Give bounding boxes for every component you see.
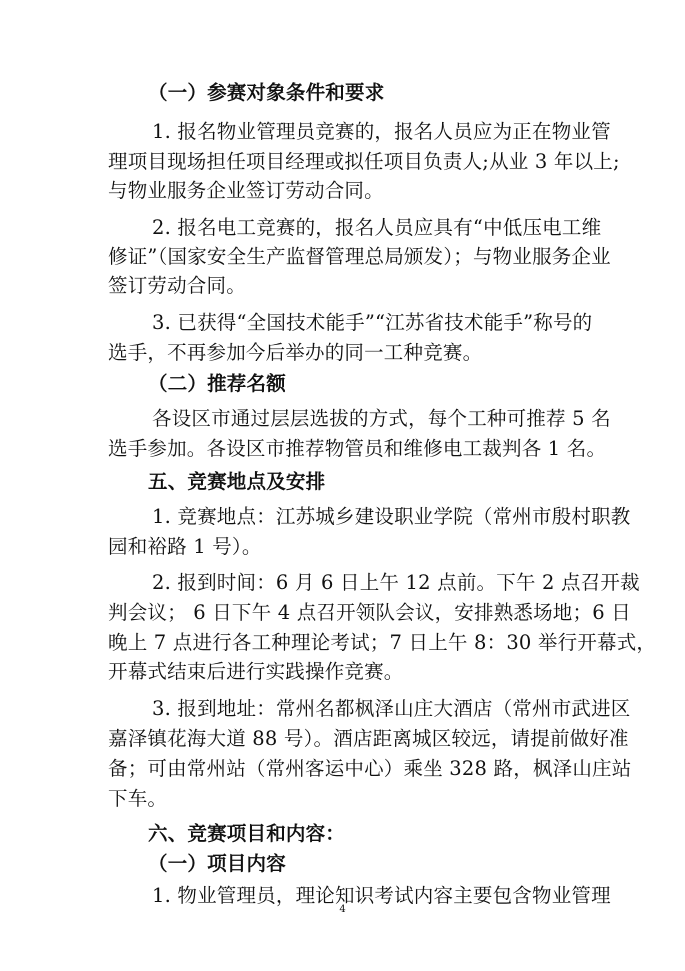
section-heading-participant-requirements: （一）参赛对象条件和要求 [148,81,385,104]
paragraph-line: 与物业服务企业签订劳动合同。 [108,179,384,202]
paragraph-line: 判会议； 6 日下午 4 点召开领队会议，安排熟悉场地；6 日 [108,601,631,624]
paragraph-line: 签订劳动合同。 [108,274,246,297]
paragraph-line: 开幕式结束后进行实践操作竞赛。 [108,660,404,683]
paragraph-line: 2. 报到时间：6 月 6 日上午 12 点前。下午 2 点召开裁 [152,571,640,594]
section-heading-competition-items: 六、竞赛项目和内容： [148,822,346,845]
section-heading-item-content: （一）项目内容 [148,852,286,875]
paragraph-line: 理项目现场担任项目经理或拟任项目负责人;从业 3 年以上; [108,150,620,173]
paragraph-line: 1. 报名物业管理员竞赛的，报名人员应为正在物业管 [152,120,611,143]
paragraph-line: 3. 报到地址：常州名都枫泽山庄大酒店（常州市武进区 [152,697,631,720]
paragraph-line: 备；可由常州站（常州客运中心）乘坐 328 路，枫泽山庄站 [108,757,632,780]
section-heading-venue-schedule: 五、竞赛地点及安排 [148,470,326,493]
paragraph-line: 选手，不再参加今后举办的同一工种竞赛。 [108,341,483,364]
paragraph-line: 下车。 [108,787,168,810]
paragraph-line: 各设区市通过层层选拔的方式，每个工种可推荐 5 名 [152,407,611,430]
paragraph-line: 选手参加。各设区市推荐物管员和维修电工裁判各 1 名。 [108,437,607,460]
paragraph-line: 晚上 7 点进行各工种理论考试；7 日上午 8：30 举行开幕式， [108,631,657,654]
paragraph-line: 修证”（国家安全生产监督管理总局颁发）；与物业服务企业 [108,245,611,268]
page-number: 4 [339,904,346,915]
paragraph-line: 1. 物业管理员，理论知识考试内容主要包含物业管理 [152,884,611,907]
paragraph-line: 嘉泽镇花海大道 88 号）。酒店距离城区较远，请提前做好准 [108,727,629,750]
paragraph-line: 1. 竞赛地点：江苏城乡建设职业学院（常州市殷村职教 [152,505,631,528]
paragraph-line: 2. 报名电工竞赛的，报名人员应具有“中低压电工维 [152,216,602,239]
paragraph-line: 园和裕路 1 号）。 [108,535,262,558]
section-heading-quota: （二）推荐名额 [148,372,286,395]
paragraph-line: 3. 已获得“全国技术能手”“江苏省技术能手”称号的 [152,311,593,334]
